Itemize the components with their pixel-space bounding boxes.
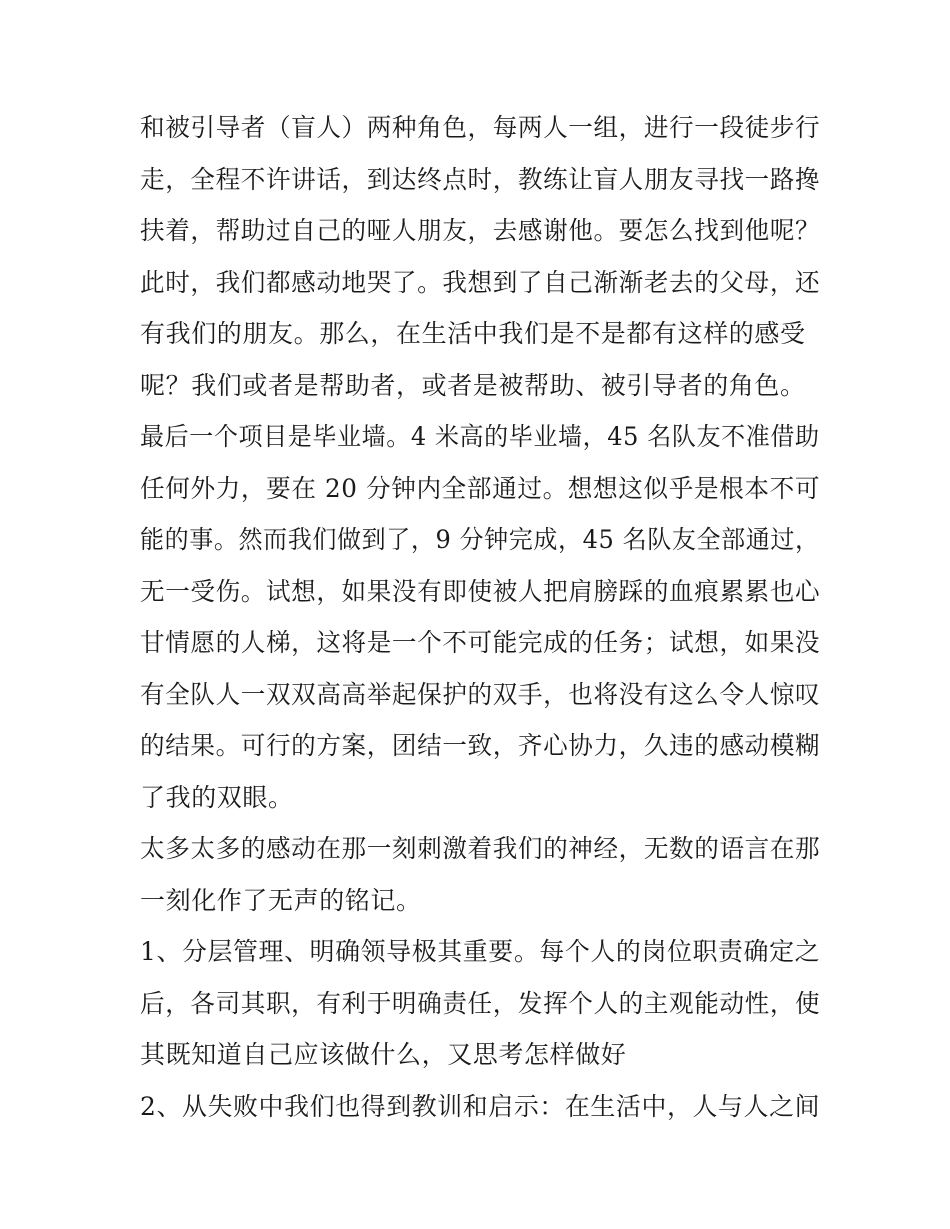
text-line: 甘情愿的人梯，这将是一个不可能完成的任务；试想，如果没 bbox=[140, 628, 821, 657]
text-line: 无一受伤。试想，如果没有即使被人把肩膀踩的血痕累累也心 bbox=[140, 576, 821, 606]
text-line: 有全队人一双双高高举起保护的双手，也将没有这么令人惊叹 bbox=[140, 679, 821, 709]
text-line: 后，各司其职，有利于明确责任，发挥个人的主观能动性，使 bbox=[140, 988, 821, 1018]
text-line: 了我的双眼。 bbox=[140, 782, 294, 812]
text-line: 此时，我们都感动地哭了。我想到了自己渐渐老去的父母，还 bbox=[140, 267, 821, 297]
text-line: 呢？我们或者是帮助者，或者是被帮助、被引导者的角色。 bbox=[140, 370, 806, 400]
paragraph-emotion bbox=[140, 823, 820, 926]
text-line: 2、从失败中我们也得到教训和启示：在生活中，人与人之间 bbox=[140, 1091, 821, 1121]
text-line: 一刻化作了无声的铭记。 bbox=[140, 885, 422, 915]
text-line: 太多太多的感动在那一刻刺激着我们的神经，无数的语言在那 bbox=[140, 834, 821, 863]
paragraph-graduation-wall bbox=[140, 411, 820, 823]
text-line: 和被引导者（盲人）两种角色，每两人一组，进行一段徒步行 bbox=[140, 113, 821, 142]
text-line: 其既知道自己应该做什么，又思考怎样做好 bbox=[140, 1040, 627, 1069]
text-line: 有我们的朋友。那么，在生活中我们是不是都有这样的感受 bbox=[140, 319, 806, 348]
body-text bbox=[140, 102, 820, 1132]
paragraph-blind-guide bbox=[140, 102, 820, 411]
text-line: 1、分层管理、明确领导极其重要。每个人的岗位职责确定之 bbox=[140, 937, 821, 966]
paragraph-point-1 bbox=[140, 926, 820, 1081]
text-line: 扶着，帮助过自己的哑人朋友，去感谢他。要怎么找到他呢？ bbox=[140, 216, 821, 245]
text-line: 任何外力，要在 20 分钟内全部通过。想想这似乎是根本不可 bbox=[140, 473, 821, 503]
text-line: 能的事。然而我们做到了，9 分钟完成，45 名队友全部通过， bbox=[140, 525, 820, 554]
text-line: 的结果。可行的方案，团结一致，齐心协力，久违的感动模糊 bbox=[140, 731, 821, 760]
text-line: 最后一个项目是毕业墙。4 米高的毕业墙，45 名队友不准借助 bbox=[140, 422, 820, 451]
paragraph-point-2 bbox=[140, 1081, 820, 1133]
text-line: 走，全程不许讲话，到达终点时，教练让盲人朋友寻找一路搀 bbox=[140, 164, 821, 194]
